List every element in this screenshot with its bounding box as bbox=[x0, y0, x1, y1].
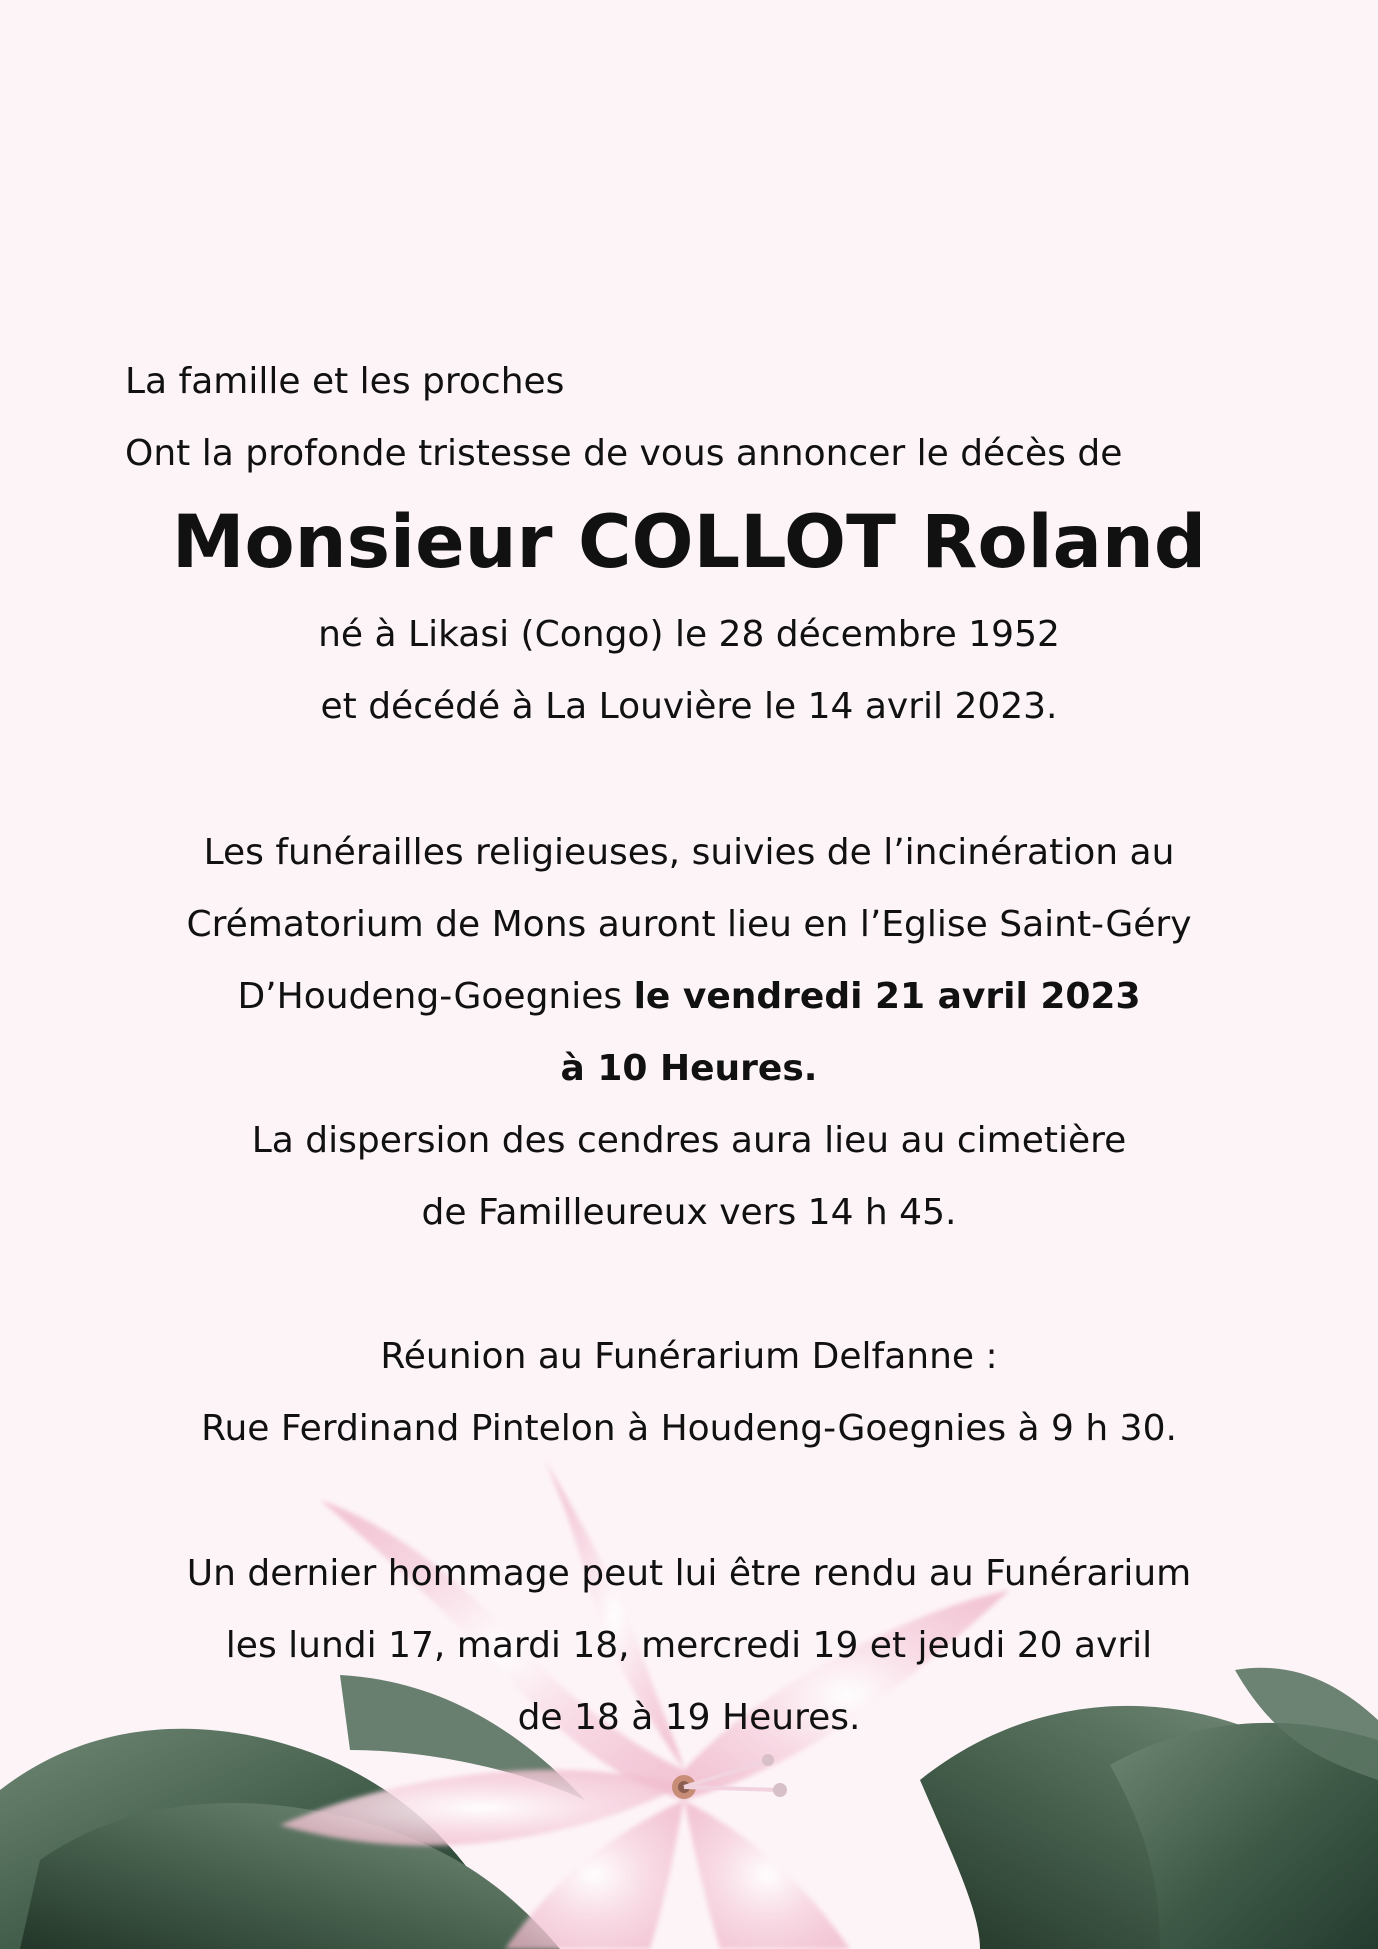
intro-family-line: La famille et les proches bbox=[125, 361, 565, 402]
reunion-title: Réunion au Funérarium Delfanne : bbox=[380, 1336, 998, 1377]
reunion-address: Rue Ferdinand Pintelon à Houdeng-Goegnies à 9 h 30. bbox=[201, 1408, 1177, 1449]
homage-line-3: de 18 à 19 Heures. bbox=[517, 1697, 861, 1738]
church-location-prefix: D’Houdeng-Goegnies bbox=[237, 976, 634, 1017]
birth-details: né à Likasi (Congo) le 28 décembre 1952 bbox=[318, 614, 1060, 655]
funeral-line-2: Crématorium de Mons auront lieu en l’Eglise Saint-Géry bbox=[186, 904, 1192, 945]
ashes-dispersion-line-1: La dispersion des cendres aura lieu au cimetière bbox=[251, 1120, 1127, 1161]
death-details: et décédé à La Louvière le 14 avril 2023. bbox=[320, 686, 1058, 727]
deceased-name: Monsieur COLLOT Roland bbox=[171, 500, 1207, 585]
funeral-line-1: Les funérailles religieuses, suivies de l’incinération au bbox=[203, 832, 1175, 873]
homage-line-1: Un dernier hommage peut lui être rendu au Funérarium bbox=[186, 1553, 1192, 1594]
intro-announcement-line: Ont la profonde tristesse de vous annoncer le décès de bbox=[125, 433, 1123, 474]
funeral-time: à 10 Heures. bbox=[560, 1048, 818, 1089]
funeral-date-line bbox=[0, 973, 1378, 1021]
funeral-date: le vendredi 21 avril 2023 bbox=[633, 976, 1141, 1017]
ashes-dispersion-line-2: de Familleureux vers 14 h 45. bbox=[421, 1192, 957, 1233]
homage-line-2: les lundi 17, mardi 18, mercredi 19 et jeudi 20 avril bbox=[225, 1625, 1153, 1666]
